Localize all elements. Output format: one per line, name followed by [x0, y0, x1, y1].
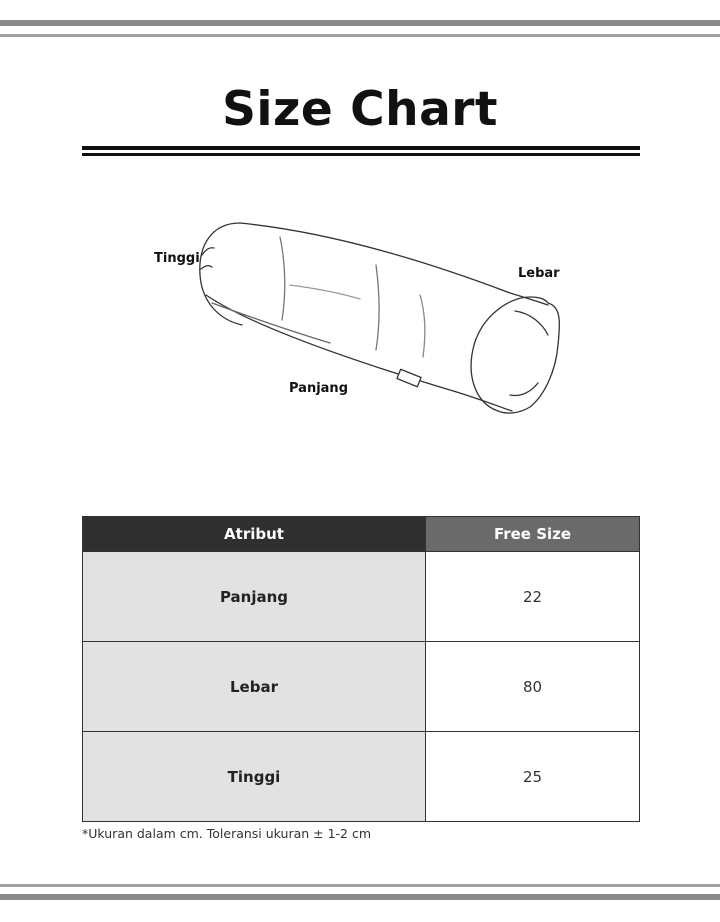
table-row	[83, 732, 640, 822]
row-value-lebar: 80	[426, 642, 640, 732]
bottom-border-thin	[0, 884, 720, 887]
bottom-border-thick	[0, 894, 720, 900]
bolster-pillow-drawing	[90, 185, 630, 450]
label-tinggi: Tinggi	[154, 251, 200, 266]
table-row	[83, 642, 640, 732]
label-panjang: Panjang	[289, 381, 348, 396]
row-value-panjang: 22	[426, 552, 640, 642]
size-table	[82, 516, 640, 822]
row-attr-tinggi: Tinggi	[83, 732, 426, 822]
page-title: Size Chart	[222, 82, 498, 137]
top-border-thin	[0, 34, 720, 37]
header-atribut: Atribut	[83, 517, 426, 552]
row-attr-lebar: Lebar	[83, 642, 426, 732]
title-underline-thin	[82, 153, 640, 156]
row-value-tinggi: 25	[426, 732, 640, 822]
title-underline-thick	[82, 146, 640, 150]
table-row	[83, 552, 640, 642]
label-lebar: Lebar	[518, 266, 560, 281]
row-attr-panjang: Panjang	[83, 552, 426, 642]
measurement-note: *Ukuran dalam cm. Toleransi ukuran ± 1-2 cm	[82, 826, 372, 841]
bolster-pillow-illustration	[90, 185, 630, 450]
table-header-row	[83, 517, 640, 552]
top-border-thick	[0, 20, 720, 26]
header-free-size: Free Size	[426, 517, 640, 552]
